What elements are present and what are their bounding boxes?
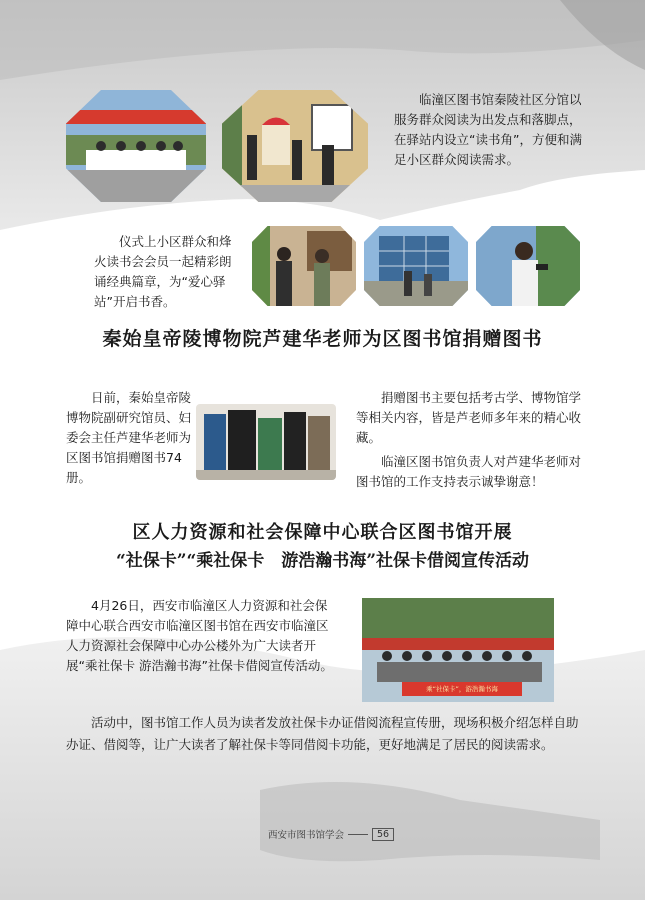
section2-right-paragraph-thanks: 临潼区图书馆负责人对芦建华老师对图书馆的工作支持表示诚挚谢意！: [356, 454, 582, 489]
photo-plaque-unveiling: [222, 90, 368, 202]
section3-title-line1: 区人力资源和社会保障中心联合区图书馆开展: [132, 522, 513, 543]
section3-paragraph-event: 4月26日，西安市临潼区人力资源和社会保障中心联合西安市临潼区图书馆在西安市临潼区人力资源社会保障中心办公楼外为广大读者开展“乘社保卡 游浩瀚书海”社保卡借阅宣传活动。: [66, 598, 333, 673]
photo-social-security-event: [362, 598, 554, 702]
section1-paragraph-reading-corner: 临潼区图书馆秦陵社区分馆以服务群众阅读为出发点和落脚点，在驿站内设立“读书角”，方便和满足小区群众阅读需求。: [394, 92, 582, 167]
photo-ceremony-seated: [66, 90, 206, 202]
footer-org: 西安市图书馆学会: [268, 830, 345, 841]
section2-left-paragraph: 日前，秦始皇帝陵博物院副研究馆员、妇委会主任芦建华老师为区图书馆捐赠图书74册。: [66, 390, 192, 485]
section3-title-line2: “社保卡”“乘社保卡 游浩瀚书海”社保卡借阅宣传活动: [115, 551, 530, 571]
banner-text: 乘“社保卡”，游浩瀚书海: [426, 685, 498, 693]
page-number: 56: [372, 828, 394, 841]
photo-man-speaking: [476, 226, 580, 306]
photo-donated-books: [196, 404, 336, 480]
photo-building-exterior: [364, 226, 468, 306]
section3-paragraph-activity: 活动中，图书馆工作人员为读者发放社保卡办证借阅流程宣传册，现场积极介绍怎样自助办证、借阅等，让广大读者了解社保卡等同借阅卡功能，更好地满足了居民的阅读需求。: [66, 715, 579, 752]
section1-paragraph-ceremony: 仪式上小区群众和烽火读书会会员一起精彩朗诵经典篇章，为“爱心驿站”开启书香。: [94, 234, 232, 309]
section2-title: 秦始皇帝陵博物院芦建华老师为区图书馆捐赠图书: [102, 328, 543, 350]
page-footer: [268, 827, 394, 841]
section2-right-paragraph-content: 捐赠图书主要包括考古学、博物馆学等相关内容，皆是芦老师多年来的精心收藏。: [356, 390, 582, 445]
photo-two-people-library: [252, 226, 356, 306]
footer-divider: [348, 834, 368, 835]
